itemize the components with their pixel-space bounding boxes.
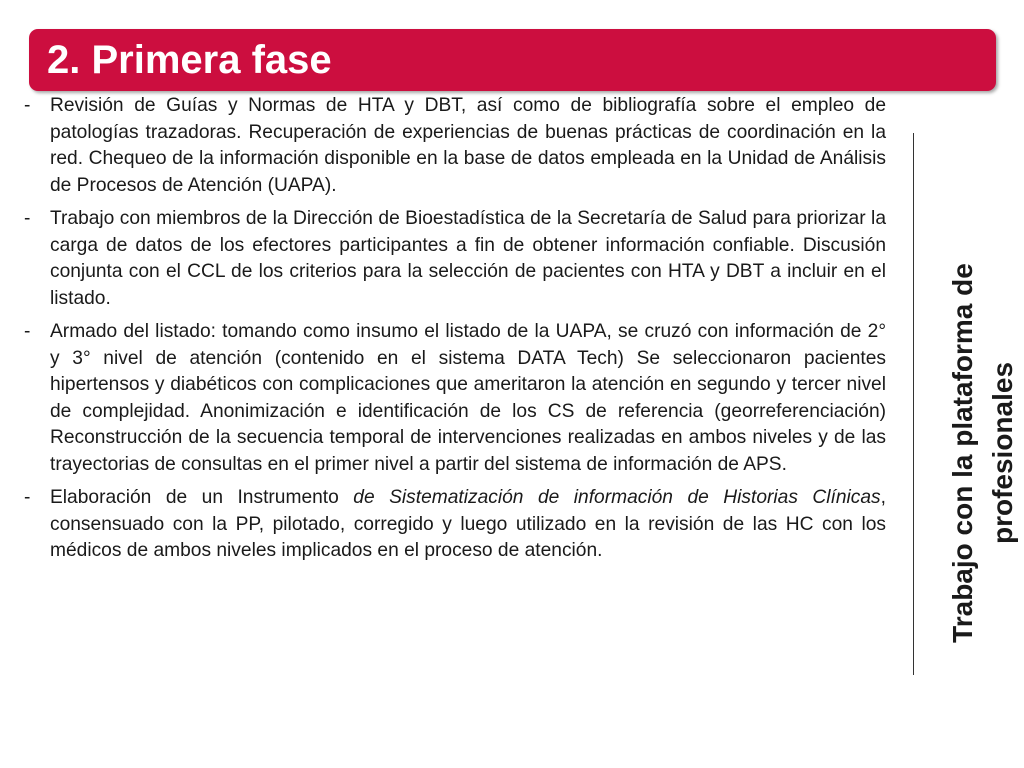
bullet-marker: - <box>24 321 31 342</box>
bullet-list <box>24 93 886 572</box>
bullet-text-italic: de Sistematización de información de Historias Clínicas <box>353 487 881 508</box>
bullet-item-bioestadistica <box>24 206 886 312</box>
bullet-item-listado <box>24 319 886 478</box>
bullet-marker: - <box>24 95 31 116</box>
bullet-text: Revisión de Guías y Normas de HTA y DBT, así como de bibliografía sobre el empleo de patologías trazadoras. Recuperación de experiencias de buenas prácticas de coordinación en la red. Chequeo de la información disponible en la base de datos empleada en la Unidad de Análisis de Procesos de Atención (UAPA). <box>50 95 886 196</box>
bullet-text-part: Elaboración de un Instrumento <box>50 487 354 508</box>
bullet-text-part: , consensuado con la PP, pilotado, corregido y luego utilizado en la revisión de las HC con los médicos de ambos niveles implicados en el proceso de atención. <box>50 487 886 561</box>
bullet-text: Armado del listado: tomando como insumo el listado de la UAPA, se cruzó con información de 2° y 3° nivel de atención (contenido en el sistema DATA Tech) Se seleccionaron pacientes hipertensos y diabéticos con complicaciones que ameritaron la atención en segundo y tercer nivel de complejidad. Anonimización e identificación de los CS de referencia (georreferenciación) Reconstrucción de la secuencia temporal de intervenciones realizadas en ambos niveles y de las trayectorias de consultas en el primer nivel a partir del sistema de información de APS. <box>50 321 886 475</box>
page-title: 2. Primera fase <box>47 38 332 82</box>
bullet-marker: - <box>24 487 31 508</box>
bullet-text: Trabajo con miembros de la Dirección de Bioestadística de la Secretaría de Salud para priorizar la carga de datos de los efectores participantes a fin de obtener información confiable. Discusión conjunta con el CCL de los criterios para la selección de pacientes con HTA y DBT a incluir en el listado. <box>50 208 886 309</box>
bullet-marker: - <box>24 208 31 229</box>
bullet-item-instrumento <box>24 485 886 565</box>
bullet-item-review <box>24 93 886 199</box>
side-title: Trabajo con la plataforma de profesionales <box>947 263 1018 643</box>
vertical-divider <box>913 133 914 675</box>
title-bar <box>29 29 996 91</box>
